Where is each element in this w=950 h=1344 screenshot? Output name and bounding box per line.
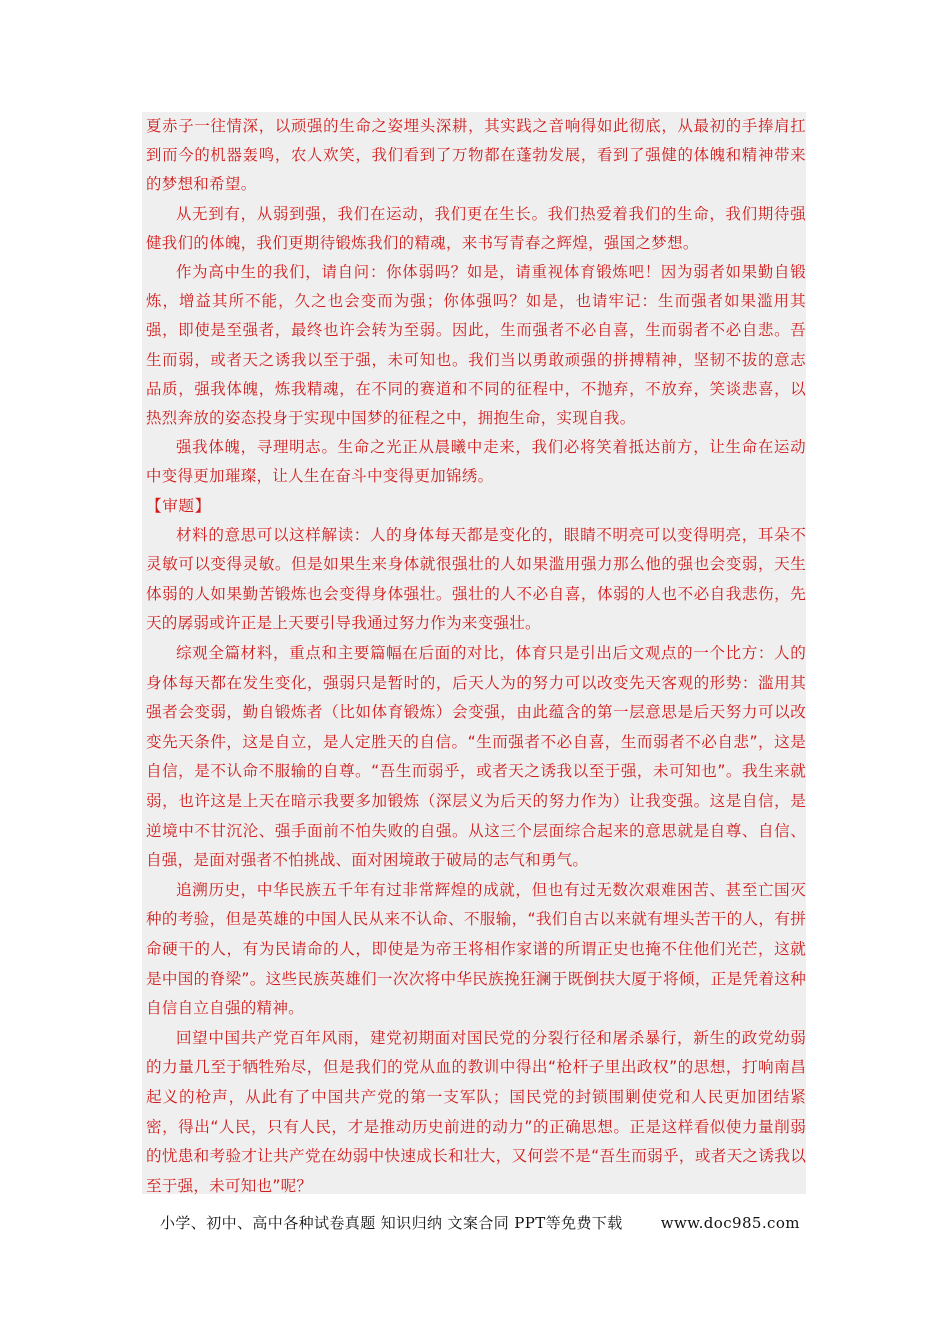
- essay-paragraph: 作为高中生的我们，请自问：你体弱吗？如是，请重视体育锻炼吧！因为弱者如果勤自锻炼，增益其所不能，久之也会变而为强；你体强吗？如是，也请牢记：生而强者如果滥用其强，即使是至强者，最终也许会转为至弱。因此，生而强者不必自喜，生而弱者不必自悲。吾生而弱，或者天之诱我以至于强，未可知也。我们当以勇敢顽强的拼搏精神，坚韧不拔的意志品质，强我体魄，炼我精魂，在不同的赛道和不同的征程中，不抛弃，不放弃，笑谈悲喜，以热烈奔放的姿态投身于实现中国梦的征程之中，拥抱生命，实现自我。: [146, 263, 806, 428]
- essay-paragraph: 从无到有，从弱到强，我们在运动，我们更在生长。我们热爱着我们的生命，我们期待强健我们的体魄，我们更期待锻炼我们的精魂，来书写青春之辉煌，强国之梦想。: [146, 204, 806, 252]
- analysis-paragraph: 材料的意思可以这样解读：人的身体每天都是变化的，眼睛不明亮可以变得明亮，耳朵不灵敏可以变得灵敏。但是如果生来身体就很强壮的人如果滥用强力那么他的强也会变弱，天生体弱的人如果勤苦锻炼也会变得身体强壮。强壮的人不必自喜，体弱的人也不必自我悲伤，先天的孱弱或许正是上天要引导我通过努力作为来变强壮。: [146, 525, 806, 633]
- analysis-paragraph: 综观全篇材料，重点和主要篇幅在后面的对比，体育只是引出后文观点的一个比方：人的身体每天都在发生变化，强弱只是暂时的，后天人为的努力可以改变先天客观的形势：滥用其强者会变弱，勤自锻炼者（比如体育锻炼）会变强，由此蕴含的第一层意思是后天努力可以改变先天条件，这是自立，是人定胜天的自信。“生而强者不必自喜，生而弱者不必自悲”，这是自信，是不认命不服输的自尊。“吾生而弱乎，或者天之诱我以至于强，未可知也”。我生来就弱，也许这是上天在暗示我要多加锻炼（深层义为后天的努力作为）让我变强。这是自信，是逆境中不甘沉沦、强手面前不怕失败的自强。从这三个层面综合起来的意思就是自尊、自信、自强，是面对强者不怕挑战、面对困境敢于破局的志气和勇气。: [146, 644, 806, 870]
- footer-site-link[interactable]: www.doc985.com: [660, 1214, 800, 1232]
- analysis-paragraph: 追溯历史，中华民族五千年有过非常辉煌的成就，但也有过无数次艰难困苦、甚至亡国灭种的考验，但是英雄的中国人民从来不认命、不服输，“我们自古以来就有埋头苦干的人，有拼命硬干的人，有为民请命的人，即使是为帝王将相作家谱的所谓正史也掩不住他们光芒，这就是中国的脊梁”。这些民族英雄们一次次将中华民族挽狂澜于既倒扶大厦于将倾，正是凭着这种自信自立自强的精神。: [146, 880, 806, 1018]
- analysis-heading: 【审题】: [146, 496, 211, 515]
- essay-paragraph: 夏赤子一往情深，以顽强的生命之姿埋头深耕，其实践之音响得如此彻底，从最初的手捧肩扛到而今的机器轰鸣，农人欢笑，我们看到了万物都在蓬勃发展，看到了强健的体魄和精神带来的梦想和希望。: [146, 117, 806, 194]
- analysis-paragraph: 回望中国共产党百年风雨，建党初期面对国民党的分裂行径和屠杀暴行，新生的政党幼弱的力量几至于牺牲殆尽，但是我们的党从血的教训中得出“枪杆子里出政权”的思想，打响南昌起义的枪声，从此有了中国共产党的第一支军队；国民党的封锁围剿使党和人民更加团结紧密，得出“人民，只有人民，才是推动历史前进的动力”的正确思想。正是这样看似使力量削弱的忧患和考验才让共产党在幼弱中快速成长和壮大，又何尝不是“吾生而弱乎，或者天之诱我以至于强，未可知也”呢？: [146, 1028, 806, 1195]
- essay-section: [146, 112, 806, 492]
- document-body: [142, 112, 806, 1194]
- essay-paragraph: 强我体魄，寻理明志。生命之光正从晨曦中走来，我们必将笑着抵达前方，让生命在运动中变得更加璀璨，让人生在奋斗中变得更加锦绣。: [146, 438, 806, 486]
- footer-text: 小学、初中、高中各种试卷真题 知识归纳 文案合同 PPT等免费下载: [160, 1214, 623, 1232]
- page-footer: [160, 1212, 800, 1233]
- analysis-section: [146, 492, 806, 1202]
